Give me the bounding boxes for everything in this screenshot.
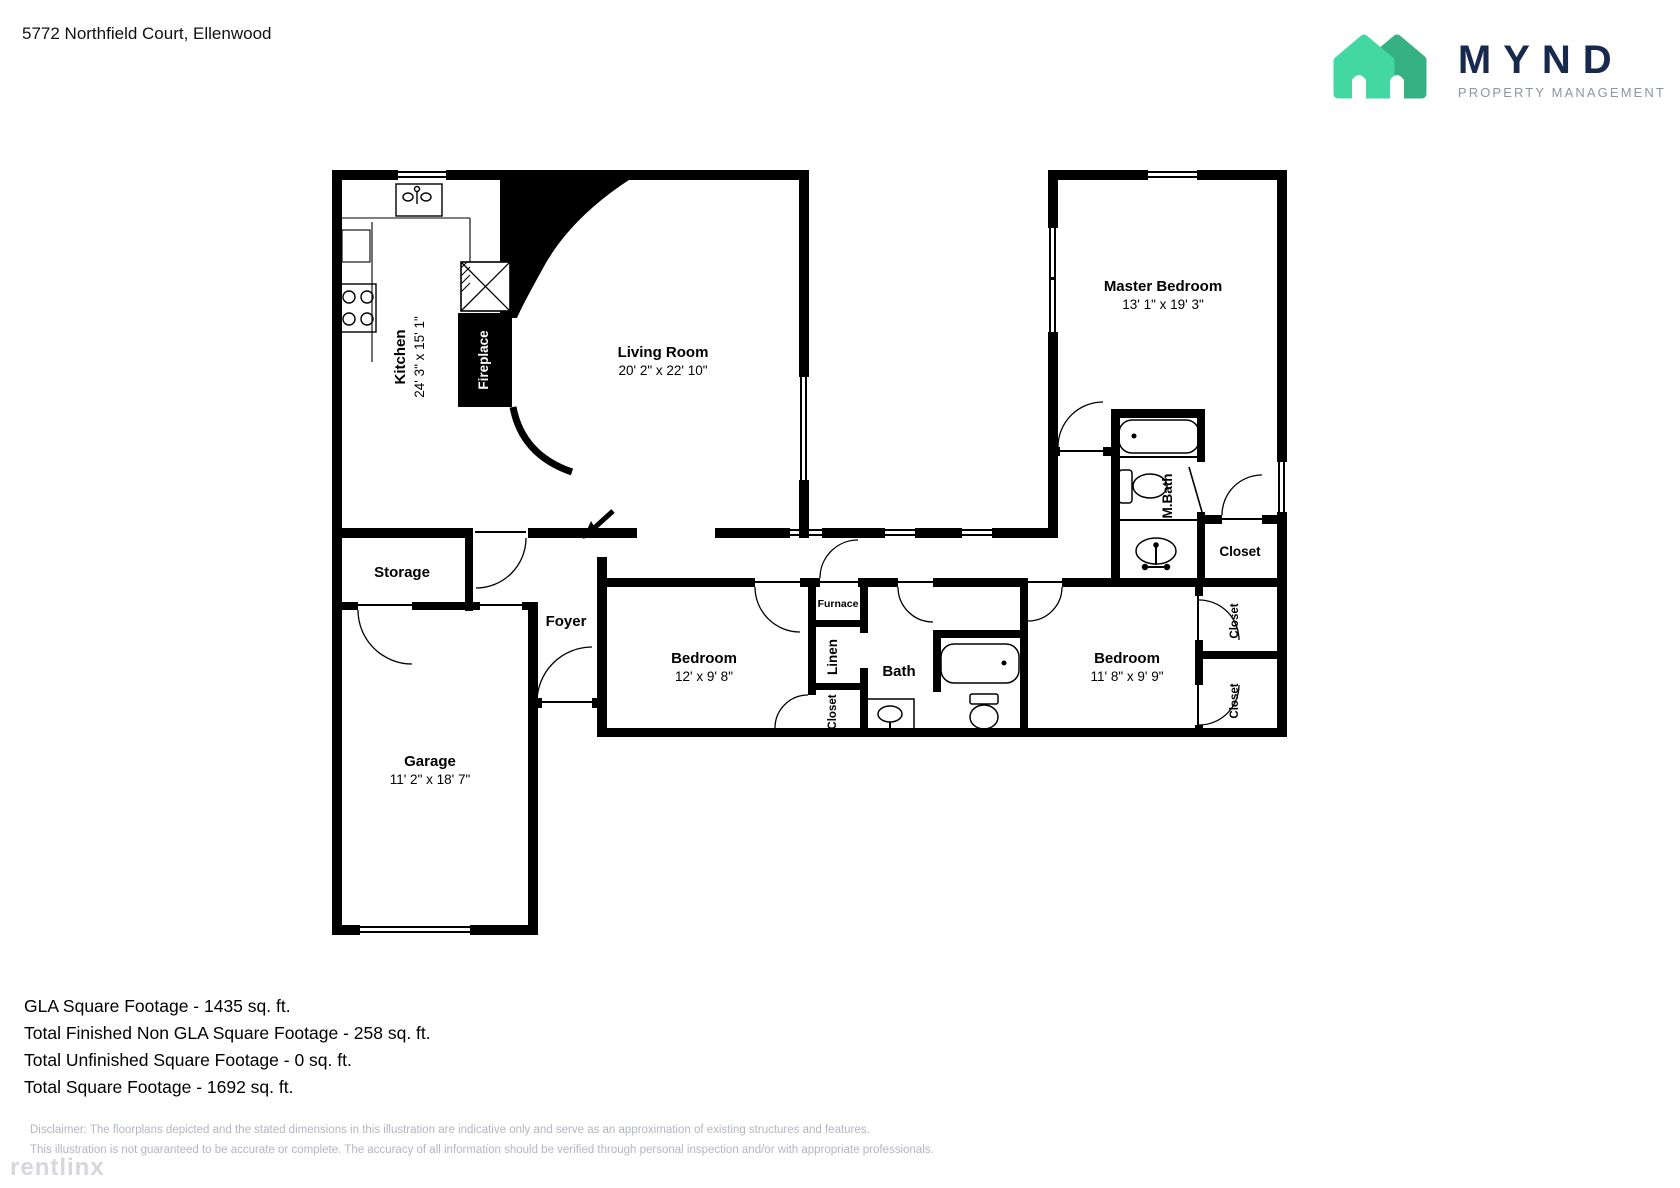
room-label-bedroom-2: Bedroom — [1094, 650, 1160, 667]
room-label-master-closet: Closet — [1219, 544, 1261, 559]
fireplace-structure — [458, 170, 645, 472]
master-bathtub — [1119, 420, 1199, 453]
room-label-bedroom-1-closet: Closet — [827, 694, 839, 730]
mynd-brand-name: MYND — [1457, 37, 1624, 82]
room-label-fireplace: Fireplace — [476, 330, 491, 390]
master-bath-fixtures — [1119, 420, 1199, 570]
room-label-master-bedroom: Master Bedroom — [1103, 278, 1223, 295]
disclaimer — [30, 1120, 934, 1160]
room-label-garage: Garage — [404, 753, 456, 770]
unfinished-square-footage: Total Unfinished Square Footage - 0 sq. ft. — [24, 1050, 352, 1070]
square-footage-summary — [24, 993, 431, 1101]
room-label-bedroom-2-closet-upper: Closet — [1229, 603, 1241, 639]
disclaimer-line-1: Disclaimer: The floorplans depicted and the stated dimensions in this illustration are indicative only and serve as an approximation of existing structures and features. — [30, 1124, 870, 1136]
room-label-linen: Linen — [825, 639, 840, 675]
room-label-kitchen: Kitchen — [392, 329, 409, 385]
room-dims-kitchen: 24' 3" x 15' 1" — [412, 316, 427, 398]
gla-square-footage: GLA Square Footage - 1435 sq. ft. — [24, 996, 291, 1016]
room-label-bedroom-1: Bedroom — [671, 650, 737, 667]
room-dims-garage: 11' 2" x 18' 7" — [389, 772, 471, 787]
room-label-master-bath: M.Bath — [1160, 473, 1175, 519]
room-label-foyer: Foyer — [545, 613, 587, 630]
room-label-furnace: Furnace — [817, 598, 859, 610]
hall-bath-fixtures — [867, 644, 1019, 736]
room-label-bath: Bath — [882, 663, 916, 680]
page-title: 5772 Northfield Court, Ellenwood — [22, 24, 272, 43]
rentlinx-watermark: rentlinx — [10, 1154, 105, 1181]
non-gla-square-footage: Total Finished Non GLA Square Footage - 258 sq. ft. — [24, 1023, 431, 1043]
room-label-bedroom-2-closet-lower: Closet — [1229, 683, 1241, 719]
room-dims-bedroom-1: 12' x 9' 8" — [675, 669, 733, 684]
mynd-tagline: PROPERTY MANAGEMENT — [1457, 84, 1666, 100]
room-dims-master-bedroom: 13' 1" x 19' 3" — [1122, 297, 1204, 312]
bathtub — [941, 644, 1019, 683]
master-toilet — [1119, 470, 1132, 503]
room-dims-living-room: 20' 2" x 22' 10" — [618, 363, 708, 378]
disclaimer-line-2: This illustration is not guaranteed to be accurate or complete. The accuracy of all information should be verified through personal inspection and/or with appropriate professionals. — [30, 1144, 934, 1156]
toilet-tank — [970, 694, 998, 704]
room-dims-bedroom-2: 11' 8" x 9' 9" — [1090, 669, 1164, 684]
room-label-storage: Storage — [374, 564, 430, 581]
room-label-living-room: Living Room — [617, 344, 709, 361]
total-square-footage: Total Square Footage - 1692 sq. ft. — [24, 1077, 294, 1097]
toilet-bowl — [970, 705, 998, 729]
